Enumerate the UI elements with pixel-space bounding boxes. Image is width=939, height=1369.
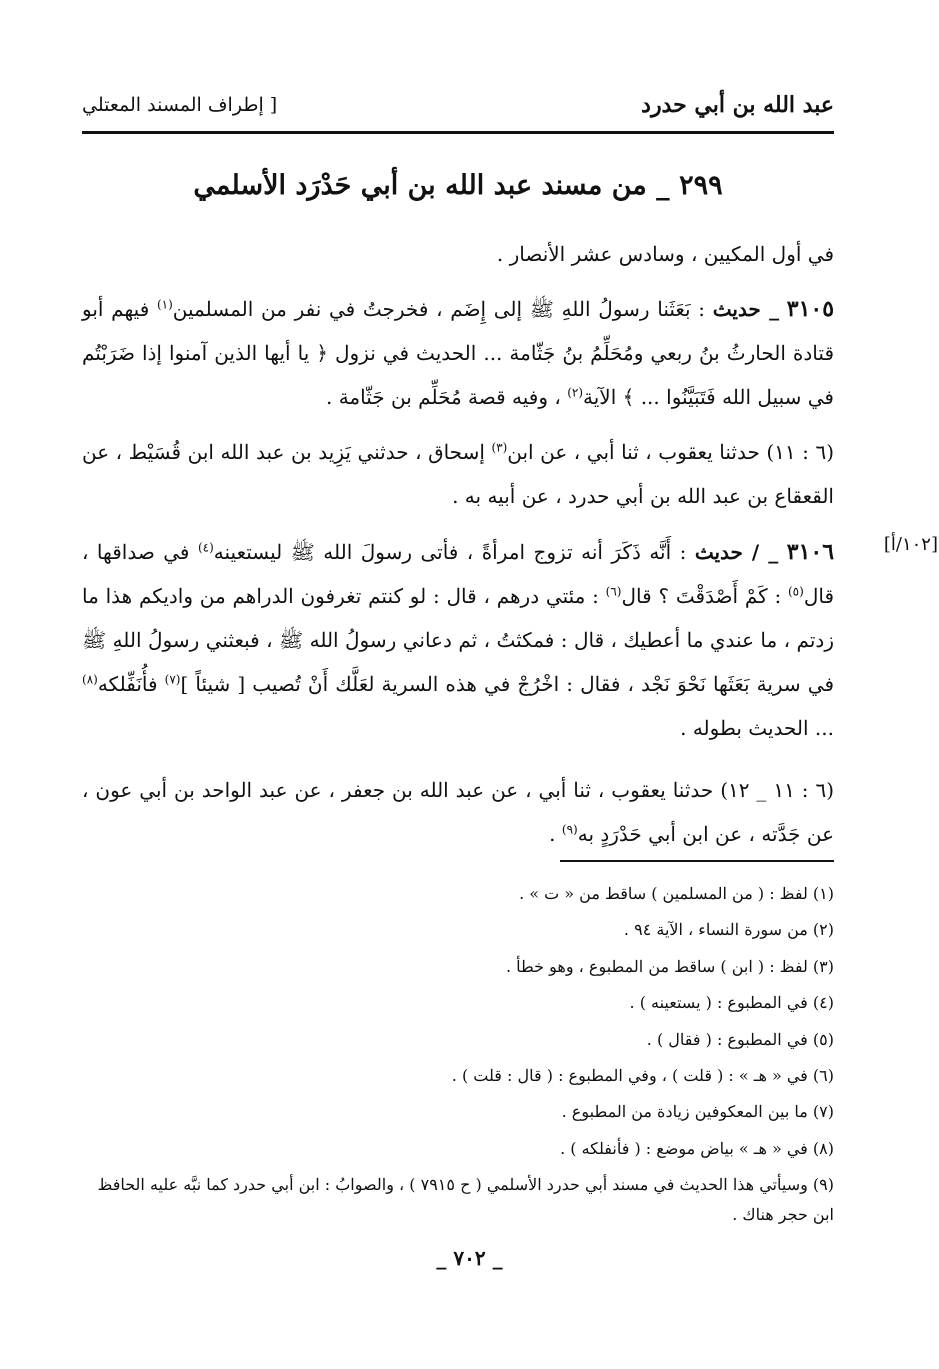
footnote-ref-9: (٩) [561, 822, 578, 837]
page-number: _ ٧٠٢ _ [436, 1246, 503, 1270]
footnote-ref-2: (٢) [567, 385, 584, 400]
hadith-3105 [82, 287, 834, 419]
footnote-ref-1: (١) [156, 297, 173, 312]
hadith-text: : مئتي درهم ، قال : لو كنتم تغرفون الدراهم من واديكم هذا ما زدتم ، ما عندي ما أعطيك ، قال : فمكثتُ ، ثم دعاني رسولُ الله ﷺ ، فبعثني رسولُ اللهِ ﷺ في سرية بَعَثَها نَحْوَ نَجْد ، فقال : اخْرُجْ في هذه السرية لعَلَّك أَنْ تُصيب [ شيئاً ] [82, 584, 835, 696]
isnad-3105 [82, 430, 834, 518]
hadith-text: فيهم أبو قتادة الحارثُ بنُ ربعي ومُحَلِّمُ بنُ جَثّامة ... الحديث في نزول ﴿ يا أيها الذين آمنوا إذا ضَرَبْتُم في سبيل الله فَتَبَيَّنُوا ... ﴾ الآية [82, 297, 834, 409]
hadith-text: ... الحديث بطوله . [680, 716, 834, 740]
footnote-ref-3: (٣) [491, 440, 508, 455]
header-rule [82, 131, 834, 134]
isnad-text: إسحاق ، حدثني يَزِيد بن عبد الله ابن قُسَيْط ، عن القعقاع بن عبد الله بن أبي حدرد ، عن أبيه به . [82, 440, 834, 508]
isnad-3106 [82, 768, 834, 856]
footnote-item: (٤) في المطبوع : ( يستعينه ) . [629, 993, 834, 1013]
footnote-item: (٢) من سورة النساء ، الآية ٩٤ . [623, 920, 834, 940]
intro-text: في أول المكيين ، وسادس عشر الأنصار . [496, 242, 834, 266]
footnote-separator [560, 860, 834, 862]
hadith-number: ٣١٠٦ [786, 539, 835, 565]
footnote-item: (٣) لفظ : ( ابن ) ساقط من المطبوع ، وهو خطأ . [506, 956, 834, 976]
isnad-text: (٦ : ١١) حدثنا يعقوب ، ثنا أبي ، عن ابن [507, 440, 834, 464]
footnote-item: (٥) في المطبوع : ( فقال ) . [646, 1029, 834, 1049]
running-header [82, 92, 834, 132]
hadith-label: _ حديث [712, 297, 780, 321]
footnote-ref-4: (٤) [197, 540, 214, 555]
header-section-title: عبد الله بن أبي حدرد [641, 92, 834, 118]
footnote-ref-5: (٥) [787, 584, 804, 599]
footnotes [82, 876, 834, 1230]
footnote-ref-7: (٧) [164, 672, 181, 687]
chapter-title: ٢٩٩ _ من مسند عبد الله بن أبي حَدْرَد الأسلمي [193, 170, 723, 201]
isnad-text: . [549, 822, 556, 846]
footnote-item: (٩) وسيأتي هذا الحديث في مسند أبي حدرد الأسلمي ( ح ٧٩١٥ ) ، والصوابُ : ابن أبي حدرد كما نبَّه عليه الحافظ ابن حجر هناك . [97, 1175, 834, 1225]
footnote-item: (٧) ما بين المعكوفين زيادة من المطبوع . [561, 1102, 834, 1122]
footnote-item: (٦) في « هـ » : ( قلت ) ، وفي المطبوع : ( قال : قلت ) . [451, 1066, 834, 1086]
footnote-ref-8: (٨) [82, 672, 98, 687]
footnote-item: (٨) في « هـ » بياض موضع : ( فأنفلكه ) . [560, 1138, 834, 1158]
hadith-3106 [82, 530, 834, 750]
hadith-text: : بَعَثَنا رسولُ اللهِ ﷺ إلى إِضَم ، فخرجتُ في نفر من المسلمين [172, 297, 706, 321]
hadith-text: : أَنَّه ذَكَرَ أنه تزوج امرأةً ، فأتى رسولَ الله ﷺ ليستعينه [213, 540, 687, 564]
hadith-text: ، وفيه قصة مُحَلِّم بن جَثّامة . [325, 385, 561, 409]
header-book-title: [ إطراف المسند المعتلي [82, 94, 278, 116]
hadith-label: _ / حديث [694, 540, 779, 564]
hadith-text: : كَمْ أَصْدَقْتَ ؟ قال [621, 584, 782, 608]
footnote-item: (١) لفظ : ( من المسلمين ) ساقط من « ت » . [519, 884, 834, 903]
manuscript-folio-marker: [١٠٢/أ] [883, 534, 938, 555]
isnad-text: (٦ : ١١ _ ١٢) حدثنا يعقوب ، ثنا أبي ، عن عبد الله بن جعفر ، عن عبد الواحد بن أبي عون ، عن جَدَّته ، عن ابن أبي حَدْرَدٍ به [82, 778, 835, 846]
hadith-text: في صداقها ، قال [82, 540, 834, 608]
hadith-text: فأُنَفِّلكه [97, 672, 158, 696]
hadith-number: ٣١٠٥ [786, 296, 835, 322]
footnote-ref-6: (٦) [605, 584, 622, 599]
